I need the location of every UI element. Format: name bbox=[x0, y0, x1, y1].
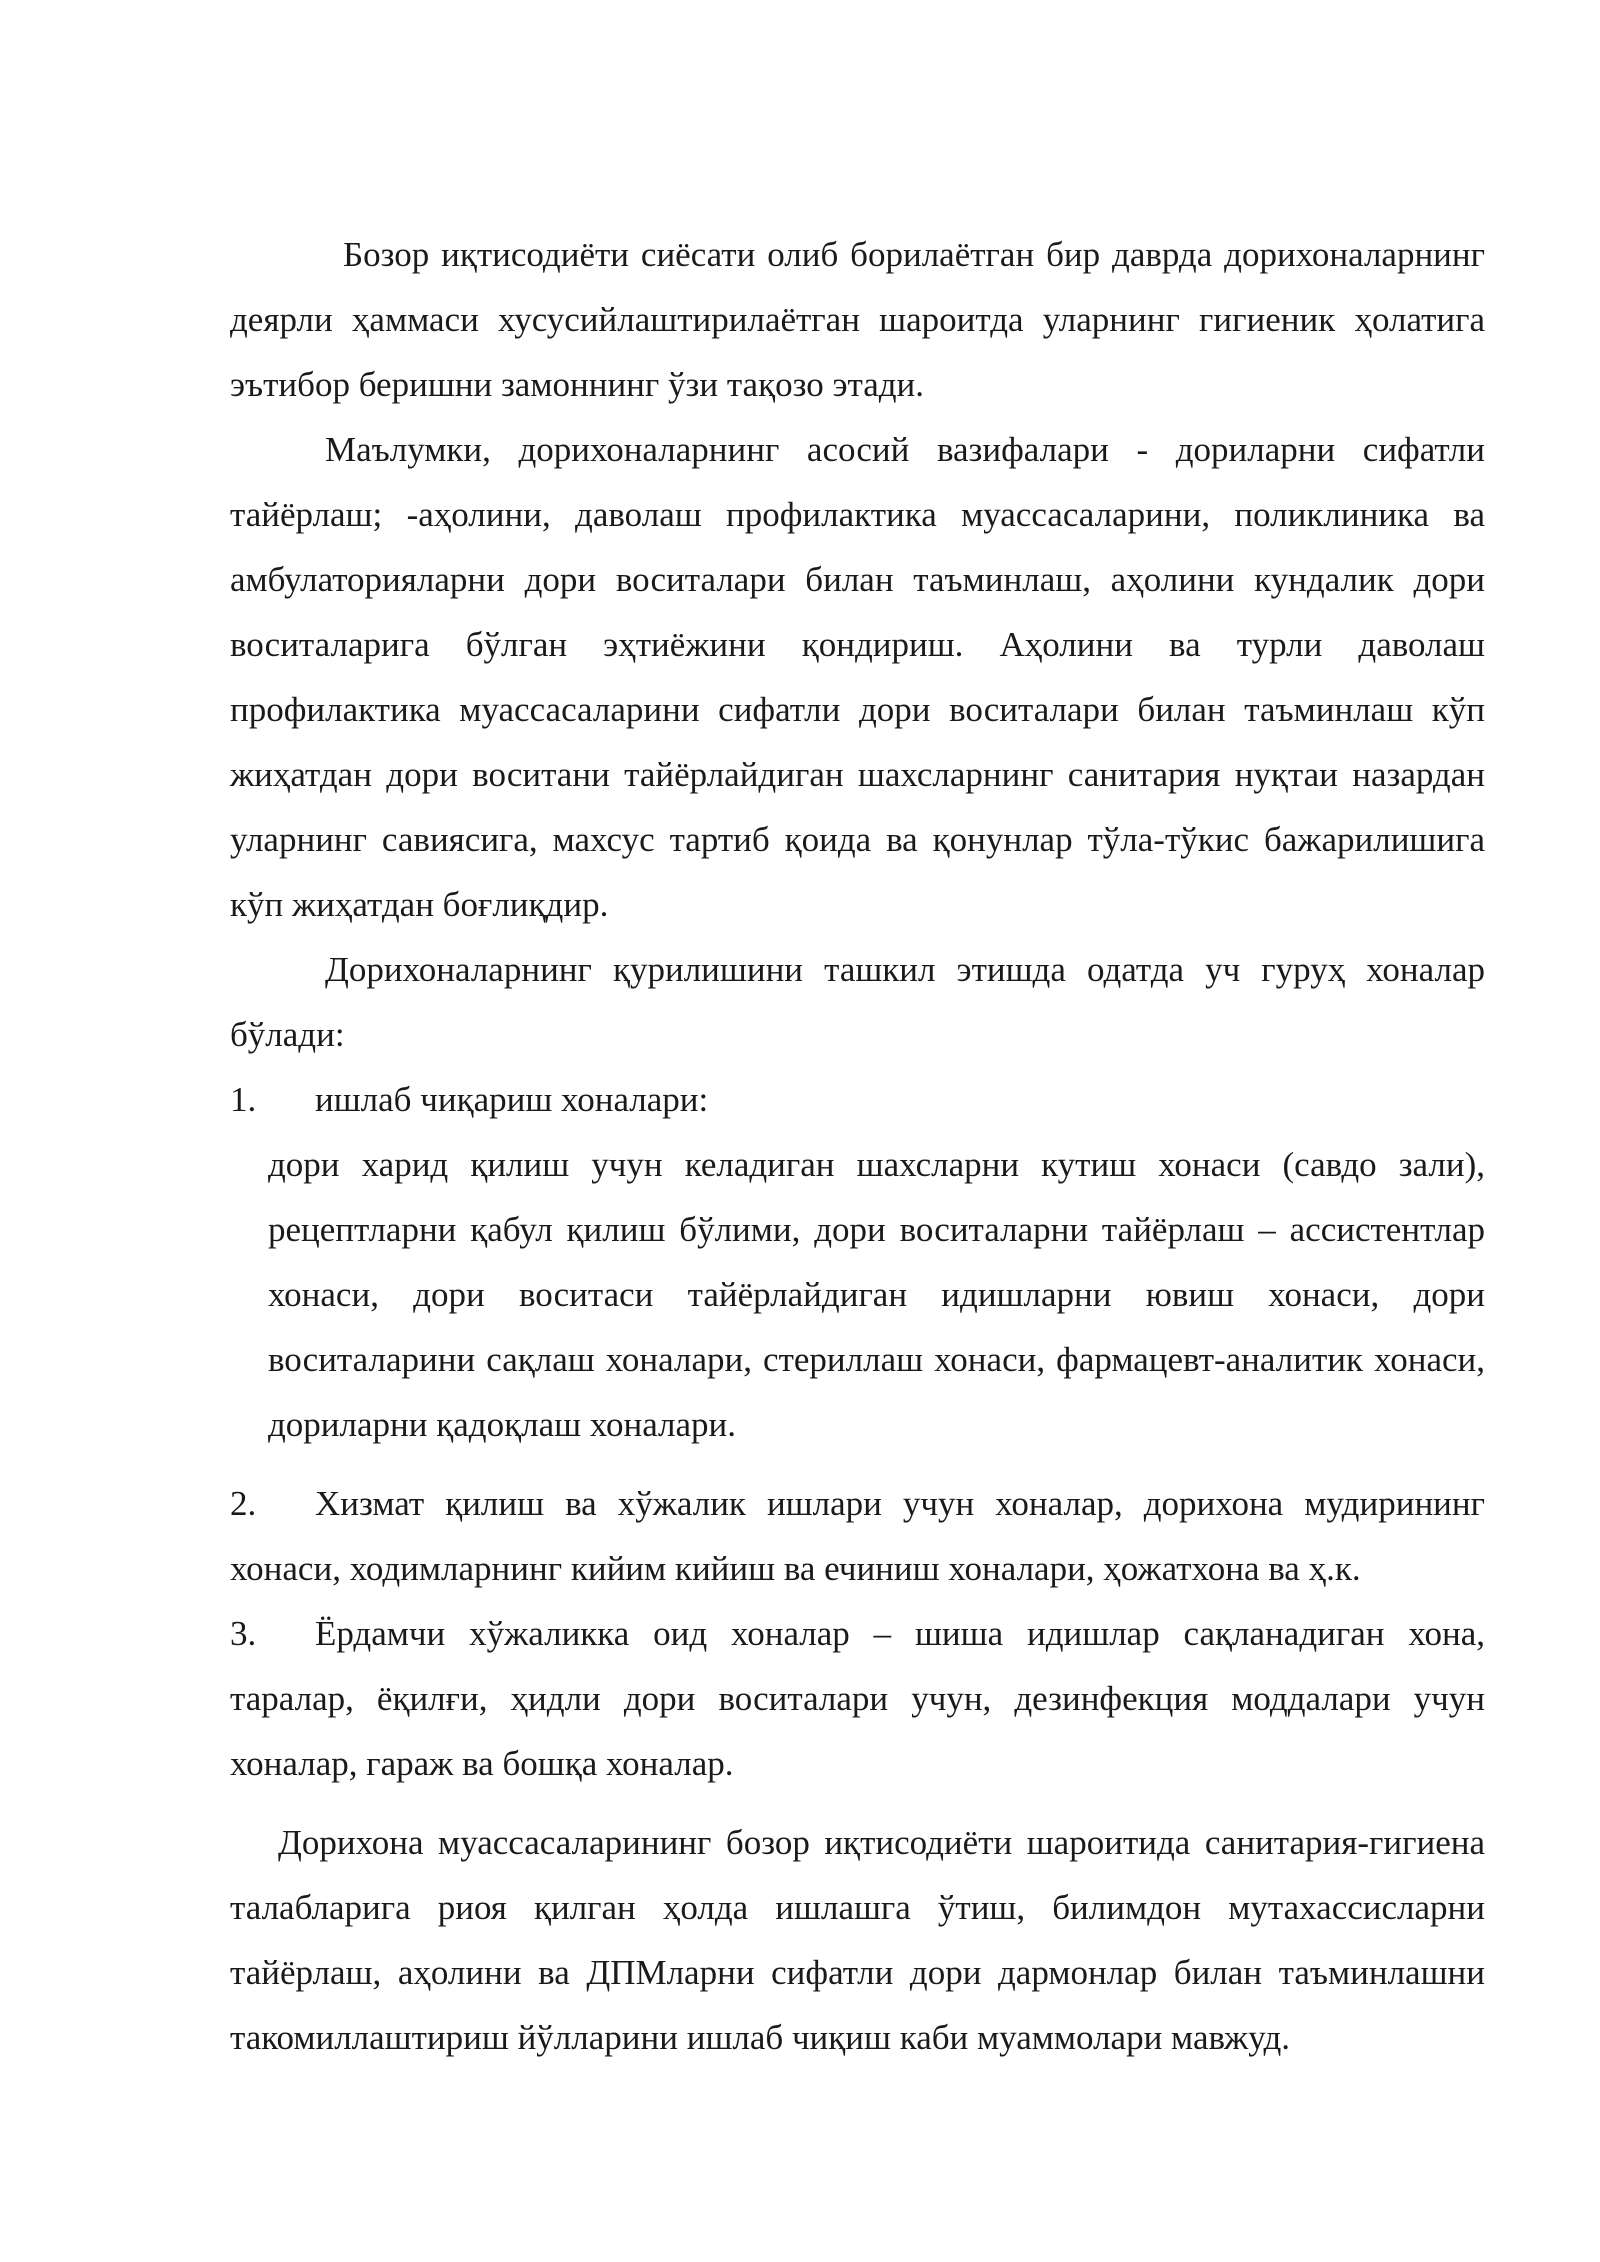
list-item-3 bbox=[230, 1601, 1485, 1796]
paragraph-room-groups: Дорихоналарнинг қурилишини ташкил этишда одатда уч гуруҳ хоналар бўлади: bbox=[230, 950, 1485, 1054]
document-page bbox=[230, 222, 1485, 2070]
list-number: 2. bbox=[230, 1484, 257, 1523]
paragraph-conclusion: Дорихона муассасаларининг бозор иқтисодиёти шароитида санитария-гигиена талабларига риоя қилган ҳолда ишлашга ўтиш, билимдон мутахассисларни тайёрлаш, аҳолини ва ДПМларни сифатли дори дармонлар билан таъминлашни такомиллаштириш йўлларини ишлаб чиқиш каби муаммолари мавжуд. bbox=[230, 1823, 1485, 2057]
list-number: 1. bbox=[230, 1080, 257, 1119]
list-item-text: Ёрдамчи хўжаликка оид хоналар – шиша идишлар сақланадиган хона, таралар, ёқилғи, ҳидли дори воситалари учун, дезинфекция моддалари учун хоналар, гараж ва бошқа хоналар. bbox=[230, 1614, 1485, 1783]
paragraph-intro: Бозор иқтисодиёти сиёсати олиб борилаётган бир даврда дорихоналарнинг деярли ҳаммаси хусусийлаштирилаётган шароитда уларнинг гигиеник ҳолатига эътибор беришни замоннинг ўзи тақозо этади. bbox=[230, 235, 1485, 404]
list-item-1-details: дори харид қилиш учун келадиган шахсларни кутиш хонаси (савдо зали), рецептларни қабул қилиш бўлими, дори воситаларни тайёрлаш – ассистентлар хонаси, дори воситаси тайёрлайдиган идишларни ювиш хонаси, дори воситаларини сақлаш хоналари, стериллаш хонаси, фармацевт-аналитик хонаси, дориларни қадоқлаш хоналари. bbox=[268, 1145, 1485, 1444]
list-item-2 bbox=[230, 1471, 1485, 1601]
list-item-text: Хизмат қилиш ва хўжалик ишлари учун хоналар, дорихона мудирининг хонаси, ходимларнинг кийим кийиш ва ечиниш хоналари, ҳожатхона ва ҳ.к. bbox=[230, 1484, 1485, 1588]
list-item-1 bbox=[230, 1067, 1485, 1132]
paragraph-pharmacy-tasks: Маълумки, дорихоналарнинг асосий вазифалари - дориларни сифатли тайёрлаш; -аҳолини, даволаш профилактика муассасаларини, поликлиника ва амбулаторияларни дори воситалари билан таъминлаш, аҳолини кундалик дори воситаларига бўлган эҳтиёжини қондириш. Аҳолини ва турли даволаш профилактика муассасаларини сифатли дори воситалари билан таъминлаш кўп жиҳатдан дори воситани тайёрлайдиган шахсларнинг санитария нуқтаи назардан уларнинг савиясига, махсус тартиб қоида ва қонунлар тўла-тўкис бажарилишига кўп жиҳатдан боғлиқдир. bbox=[230, 430, 1485, 924]
list-number: 3. bbox=[230, 1614, 257, 1653]
list-item-heading: ишлаб чиқариш хоналари: bbox=[315, 1080, 709, 1119]
